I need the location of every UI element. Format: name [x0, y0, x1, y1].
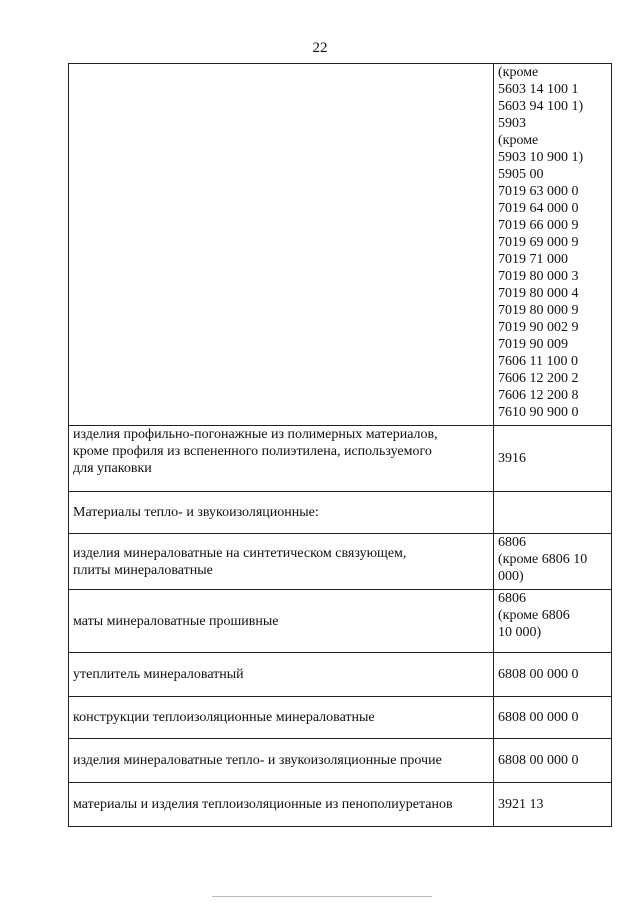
code-cell — [494, 783, 612, 827]
table-row — [69, 653, 612, 697]
code-line: 7019 69 000 9 — [498, 235, 579, 250]
code-line: 6808 00 000 0 — [498, 710, 579, 725]
code-line: 5603 14 100 1 — [498, 82, 579, 97]
code-line: 7019 64 000 0 — [498, 201, 579, 216]
code-line: (кроме 6806 10 — [498, 552, 588, 567]
table-row — [69, 739, 612, 783]
code-line: 7606 11 100 0 — [498, 354, 578, 369]
code-line: 7019 80 000 4 — [498, 286, 579, 301]
code-cell — [494, 697, 612, 739]
code-line: 7606 12 200 8 — [498, 388, 579, 403]
description-line: изделия минераловатные на синтетическом связующем, — [73, 545, 407, 561]
code-line: 5903 10 900 1) — [498, 150, 584, 165]
code-line: 5603 94 100 1) — [498, 99, 584, 114]
description-line: маты минераловатные прошивные — [73, 613, 279, 629]
code-cell — [494, 534, 612, 590]
code-line: 000) — [498, 569, 524, 584]
code-line: 7019 80 000 3 — [498, 269, 579, 284]
code-line: 10 000) — [498, 625, 542, 640]
table-row — [69, 783, 612, 827]
code-line: 5905 00 — [498, 167, 544, 182]
page-number: 22 — [312, 40, 328, 56]
description-cell — [69, 590, 494, 653]
description-cell — [69, 697, 494, 739]
product-code-table — [68, 63, 612, 827]
table-row — [69, 426, 612, 492]
code-line: 7019 80 000 9 — [498, 303, 579, 318]
code-cell — [494, 739, 612, 783]
table-row — [69, 697, 612, 739]
code-line: 3921 13 — [498, 797, 544, 812]
code-line: 7610 90 900 0 — [498, 405, 579, 420]
description-line: кроме профиля из вспененного полиэтилена, используемого — [73, 444, 432, 459]
table-row — [69, 64, 612, 426]
code-line: 7019 66 000 9 — [498, 218, 579, 233]
description-line: материалы и изделия теплоизоляционные из пенополиуретанов — [73, 797, 453, 812]
code-line: 3916 — [498, 451, 526, 466]
code-line: 7019 90 009 — [498, 337, 568, 352]
code-cell — [494, 426, 612, 492]
code-line: 6808 00 000 0 — [498, 667, 579, 682]
description-cell — [69, 492, 494, 534]
page-bottom-rule — [212, 896, 432, 897]
description-cell — [69, 653, 494, 697]
code-line: 7019 90 002 9 — [498, 320, 579, 335]
code-line: 6806 — [498, 591, 526, 606]
table-row — [69, 492, 612, 534]
table-body — [69, 64, 612, 827]
description-cell — [69, 739, 494, 783]
code-cell — [494, 492, 612, 534]
description-line: для упаковки — [73, 461, 152, 476]
table-row — [69, 590, 612, 653]
code-line: 6806 — [498, 535, 526, 550]
code-line: 6808 00 000 0 — [498, 753, 579, 768]
code-cell — [494, 64, 612, 426]
description-line: утеплитель минераловатный — [73, 667, 244, 682]
description-line: изделия профильно-погонажные из полимерных материалов, — [73, 427, 438, 442]
code-cell — [494, 590, 612, 653]
code-line: 7019 63 000 0 — [498, 184, 579, 199]
description-cell — [69, 64, 494, 426]
description-cell — [69, 783, 494, 827]
code-line: (кроме — [498, 133, 539, 148]
description-line: плиты минераловатные — [73, 562, 213, 578]
description-cell — [69, 426, 494, 492]
code-line: 7019 71 000 — [498, 252, 568, 267]
description-line: Материалы тепло- и звукоизоляционные: — [73, 505, 319, 520]
code-cell — [494, 653, 612, 697]
description-cell — [69, 534, 494, 590]
code-line: 7606 12 200 2 — [498, 371, 579, 386]
table-row — [69, 534, 612, 590]
code-line: 5903 — [498, 116, 526, 131]
code-line: (кроме 6806 — [498, 608, 570, 623]
code-line: (кроме — [498, 65, 539, 80]
description-line: конструкции теплоизоляционные минераловатные — [73, 710, 375, 725]
description-line: изделия минераловатные тепло- и звукоизоляционные прочие — [73, 753, 442, 768]
